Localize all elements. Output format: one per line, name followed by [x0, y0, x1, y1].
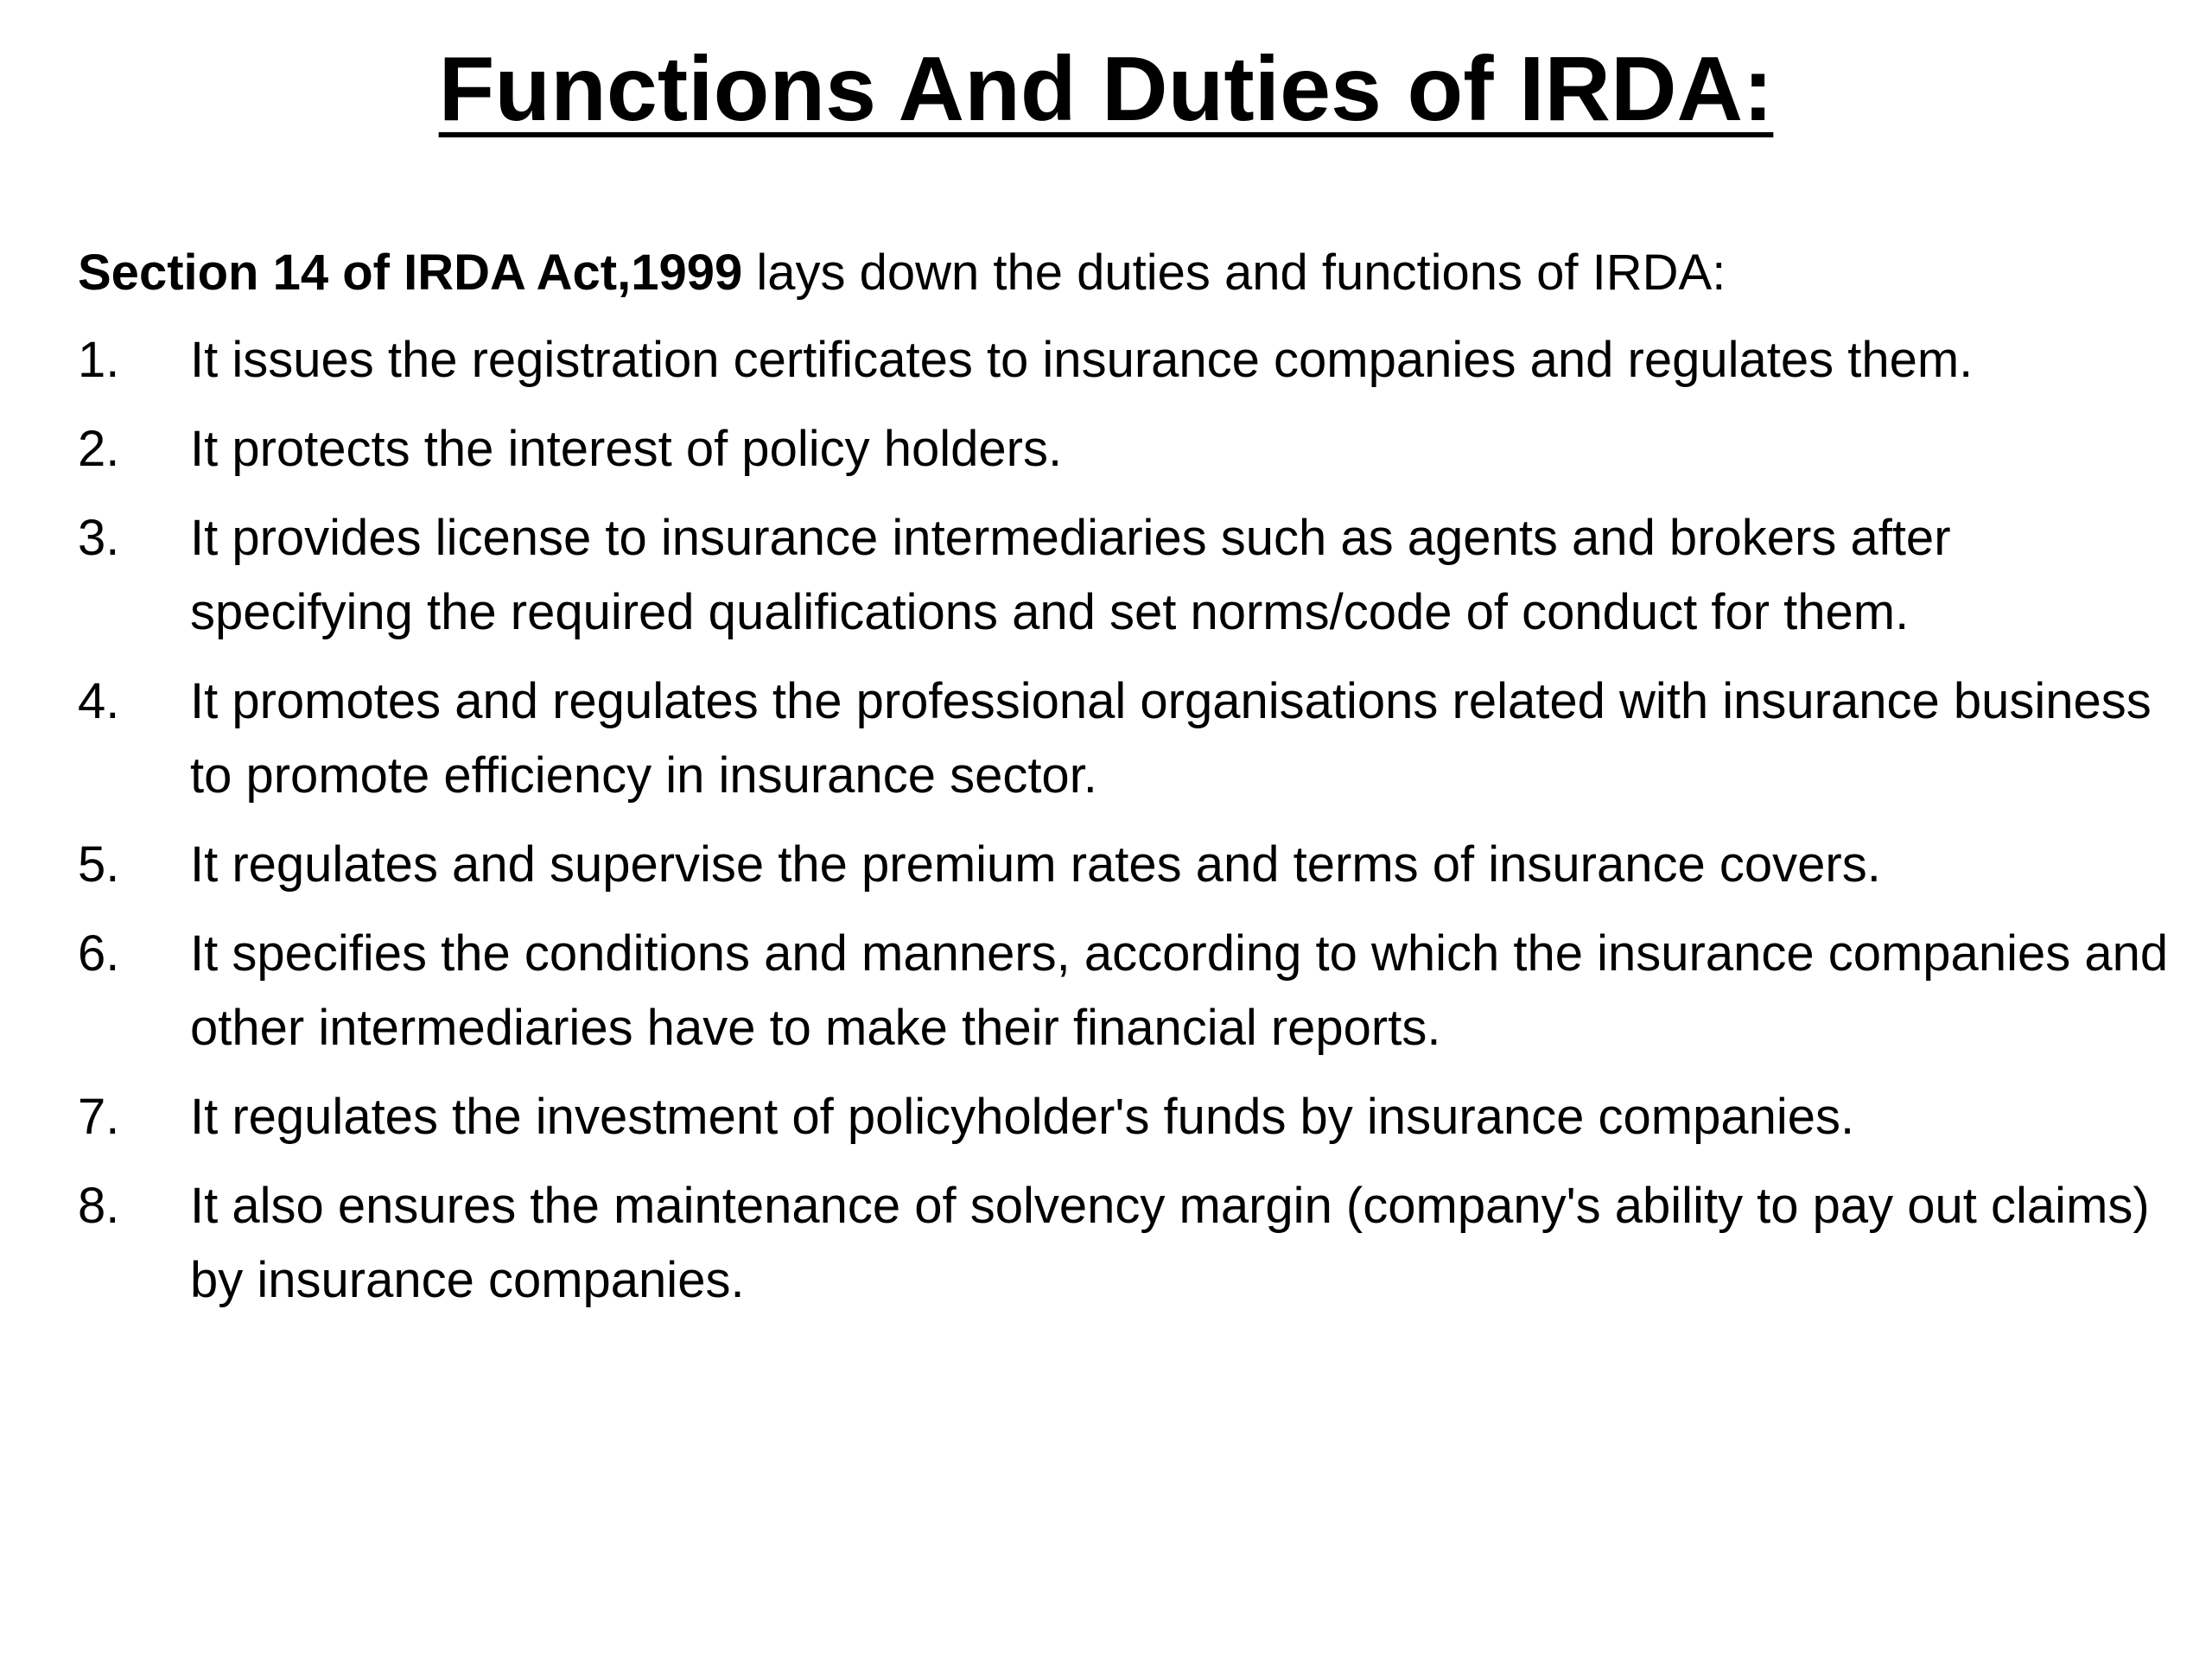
list-item-text: It regulates the investment of policyholder's funds by insurance companies. — [190, 1089, 1855, 1145]
intro-bold-text: Section 14 of IRDA Act,1999 — [78, 245, 743, 301]
list-item-number: 3. — [78, 510, 120, 566]
list-item — [78, 501, 2169, 650]
list-item-number: 4. — [78, 673, 120, 729]
duties-list — [78, 323, 2169, 1332]
intro-paragraph — [78, 235, 2169, 311]
list-item-text: It regulates and supervise the premium rates and terms of insurance covers. — [190, 836, 1881, 893]
list-item — [78, 412, 2169, 486]
list-item — [78, 664, 2169, 813]
list-item — [78, 917, 2169, 1065]
list-item — [78, 828, 2169, 902]
list-item-number: 8. — [78, 1178, 120, 1234]
list-item — [78, 1080, 2169, 1154]
list-item-number: 6. — [78, 925, 120, 982]
list-item — [78, 323, 2169, 397]
list-item-number: 2. — [78, 421, 120, 477]
list-item-text: It promotes and regulates the professional organisations related with insurance business to promote efficiency in insurance sector. — [190, 673, 2152, 804]
list-item — [78, 1169, 2169, 1318]
list-item-text: It also ensures the maintenance of solvency margin (company's ability to pay out claims) by insurance companies. — [190, 1178, 2150, 1308]
list-item-number: 7. — [78, 1089, 120, 1145]
page-title — [0, 33, 2212, 145]
list-item-text: It specifies the conditions and manners, according to which the insurance companies and other intermediaries have to make their financial reports. — [190, 925, 2169, 1056]
list-item-number: 5. — [78, 836, 120, 893]
list-item-number: 1. — [78, 332, 120, 388]
list-item-text: It provides license to insurance intermediaries such as agents and brokers after specifying the required qualifications and set norms/code of conduct for them. — [190, 510, 1951, 640]
page-title-text: Functions And Duties of IRDA: — [438, 38, 1774, 140]
intro-rest-text: lays down the duties and functions of IRDA: — [742, 245, 1726, 301]
list-item-text: It protects the interest of policy holders. — [190, 421, 1063, 477]
list-item-text: It issues the registration certificates to insurance companies and regulates them. — [190, 332, 1974, 388]
